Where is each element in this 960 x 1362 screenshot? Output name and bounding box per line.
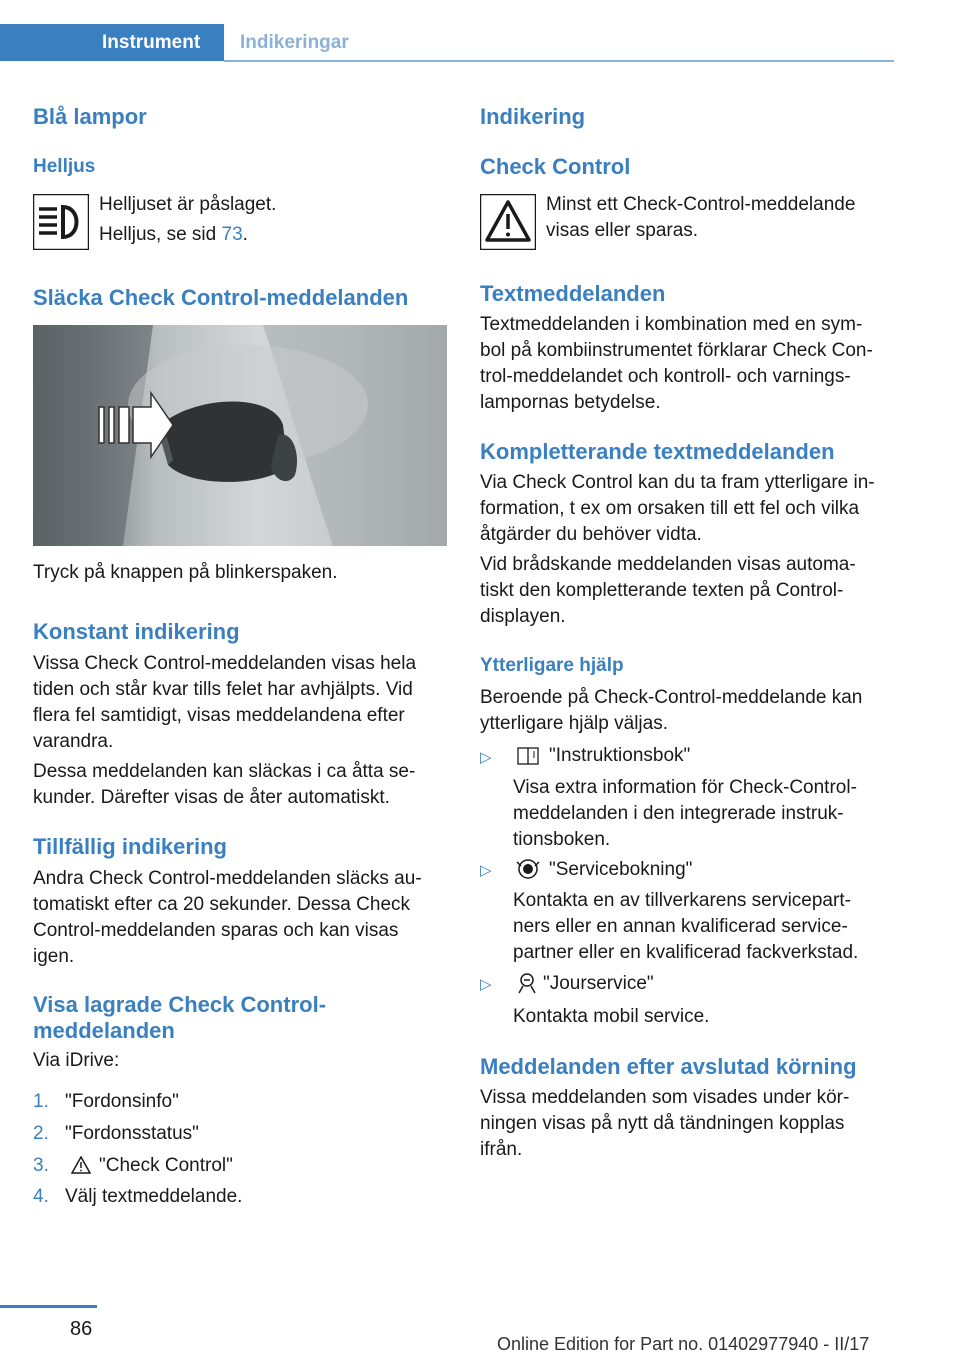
after-drive-heading: Meddelanden efter avslutad körning <box>480 1054 857 1079</box>
textmsg-text: Textmeddelanden i kombination med en sym- bol på kombiinstrumentet förklarar Check Con- trol-meddelandet och kontroll- och varnings- lampornas betydelse. <box>480 314 873 413</box>
service-booking-icon <box>515 858 541 885</box>
constant-text1: Vissa Check Control-meddelanden visas hela tiden och står kvar tills felet har avhjälpts. Vid flera fel samtidigt, visas meddelandena efter varandra. <box>33 653 417 752</box>
constant-text2: Dessa meddelanden kan släckas i ca åtta se- kunder. Därefter visas de åter automatiskt. <box>33 761 416 808</box>
bullet-text-manual: Visa extra information för Check-Control- meddelanden i den integrerade instruk- tionsboken. <box>513 777 857 850</box>
roadside-service-icon <box>516 972 538 999</box>
extra-text1: Via Check Control kan du ta fram ytterligare in- formation, t ex om orsaken till ett fel och vilka åtgärder du behöver vidta. <box>480 472 875 545</box>
manual-icon <box>517 746 539 771</box>
textmsg-heading: Textmeddelanden <box>480 281 666 306</box>
constant-heading: Konstant indikering <box>33 619 240 644</box>
footer-rule <box>0 1305 97 1308</box>
page-link-73[interactable]: 73 <box>221 224 243 245</box>
indication-heading: Indikering <box>480 104 586 129</box>
tab-instrument[interactable]: Instrument <box>0 24 224 61</box>
bullet-triangle-icon: ▷ <box>480 749 492 766</box>
bullet-label-manual: "Instruktionsbok" <box>549 745 691 766</box>
highbeam-text2: Helljus, se sid 73. <box>99 224 248 245</box>
extra-text2: Vid brådskande meddelanden visas automa- tiskt den kompletterande texten på Control- displayen. <box>480 554 856 627</box>
section-tabs <box>0 24 349 61</box>
photo-caption: Tryck på knappen på blinkerspaken. <box>33 562 338 583</box>
bullet-label-service: "Servicebokning" <box>549 859 693 880</box>
warning-triangle-icon <box>71 1156 91 1182</box>
bullet-triangle-icon: ▷ <box>480 862 492 879</box>
temporary-heading: Tillfällig indikering <box>33 834 227 859</box>
check-control-heading: Check Control <box>480 154 631 179</box>
high-beam-icon <box>33 194 89 250</box>
tab-underline <box>224 60 894 62</box>
bullet-text-service: Kontakta en av tillverkarens servicepart- ners eller en annan kvalificerad service- partner eller en kvalificerad fackverkstad. <box>513 890 859 963</box>
bullet-triangle-icon: ▷ <box>480 976 492 993</box>
via-idrive: Via iDrive: <box>33 1050 120 1071</box>
bullet-text-roadside: Kontakta mobil service. <box>513 1006 710 1027</box>
stored-heading: Visa lagrade Check Control- meddelanden <box>33 992 327 1043</box>
check-control-warning-icon <box>480 194 536 250</box>
footer-edition: Online Edition for Part no. 01402977940 - II/17 <box>497 1334 870 1354</box>
turn-signal-lever-photo <box>33 325 447 546</box>
highbeam-heading: Helljus <box>33 156 96 177</box>
turnoff-heading: Släcka Check Control-meddelanden <box>33 285 409 310</box>
extra-heading: Kompletterande textmeddelanden <box>480 439 835 464</box>
after-drive-text: Vissa meddelanden som visades under kör- ningen visas på nytt då tändningen kopplas ifrån. <box>480 1087 850 1160</box>
help-text: Beroende på Check-Control-meddelande kan ytterligare hjälp väljas. <box>480 687 863 734</box>
help-heading: Ytterligare hjälp <box>480 655 624 676</box>
bullet-label-roadside: "Jourservice" <box>543 973 654 994</box>
cc-text: Minst ett Check-Control-meddelande visas eller sparas. <box>546 194 856 241</box>
page-number: 86 <box>70 1318 93 1340</box>
blue-lamps-heading: Blå lampor <box>33 104 147 129</box>
temporary-text: Andra Check Control-meddelanden släcks au- tomatiskt efter ca 20 sekunder. Dessa Check Control-meddelanden sparas och kan visas igen. <box>33 868 422 967</box>
tab-indikeringar[interactable]: Indikeringar <box>240 32 349 53</box>
highbeam-text1: Helljuset är påslaget. <box>99 194 277 215</box>
